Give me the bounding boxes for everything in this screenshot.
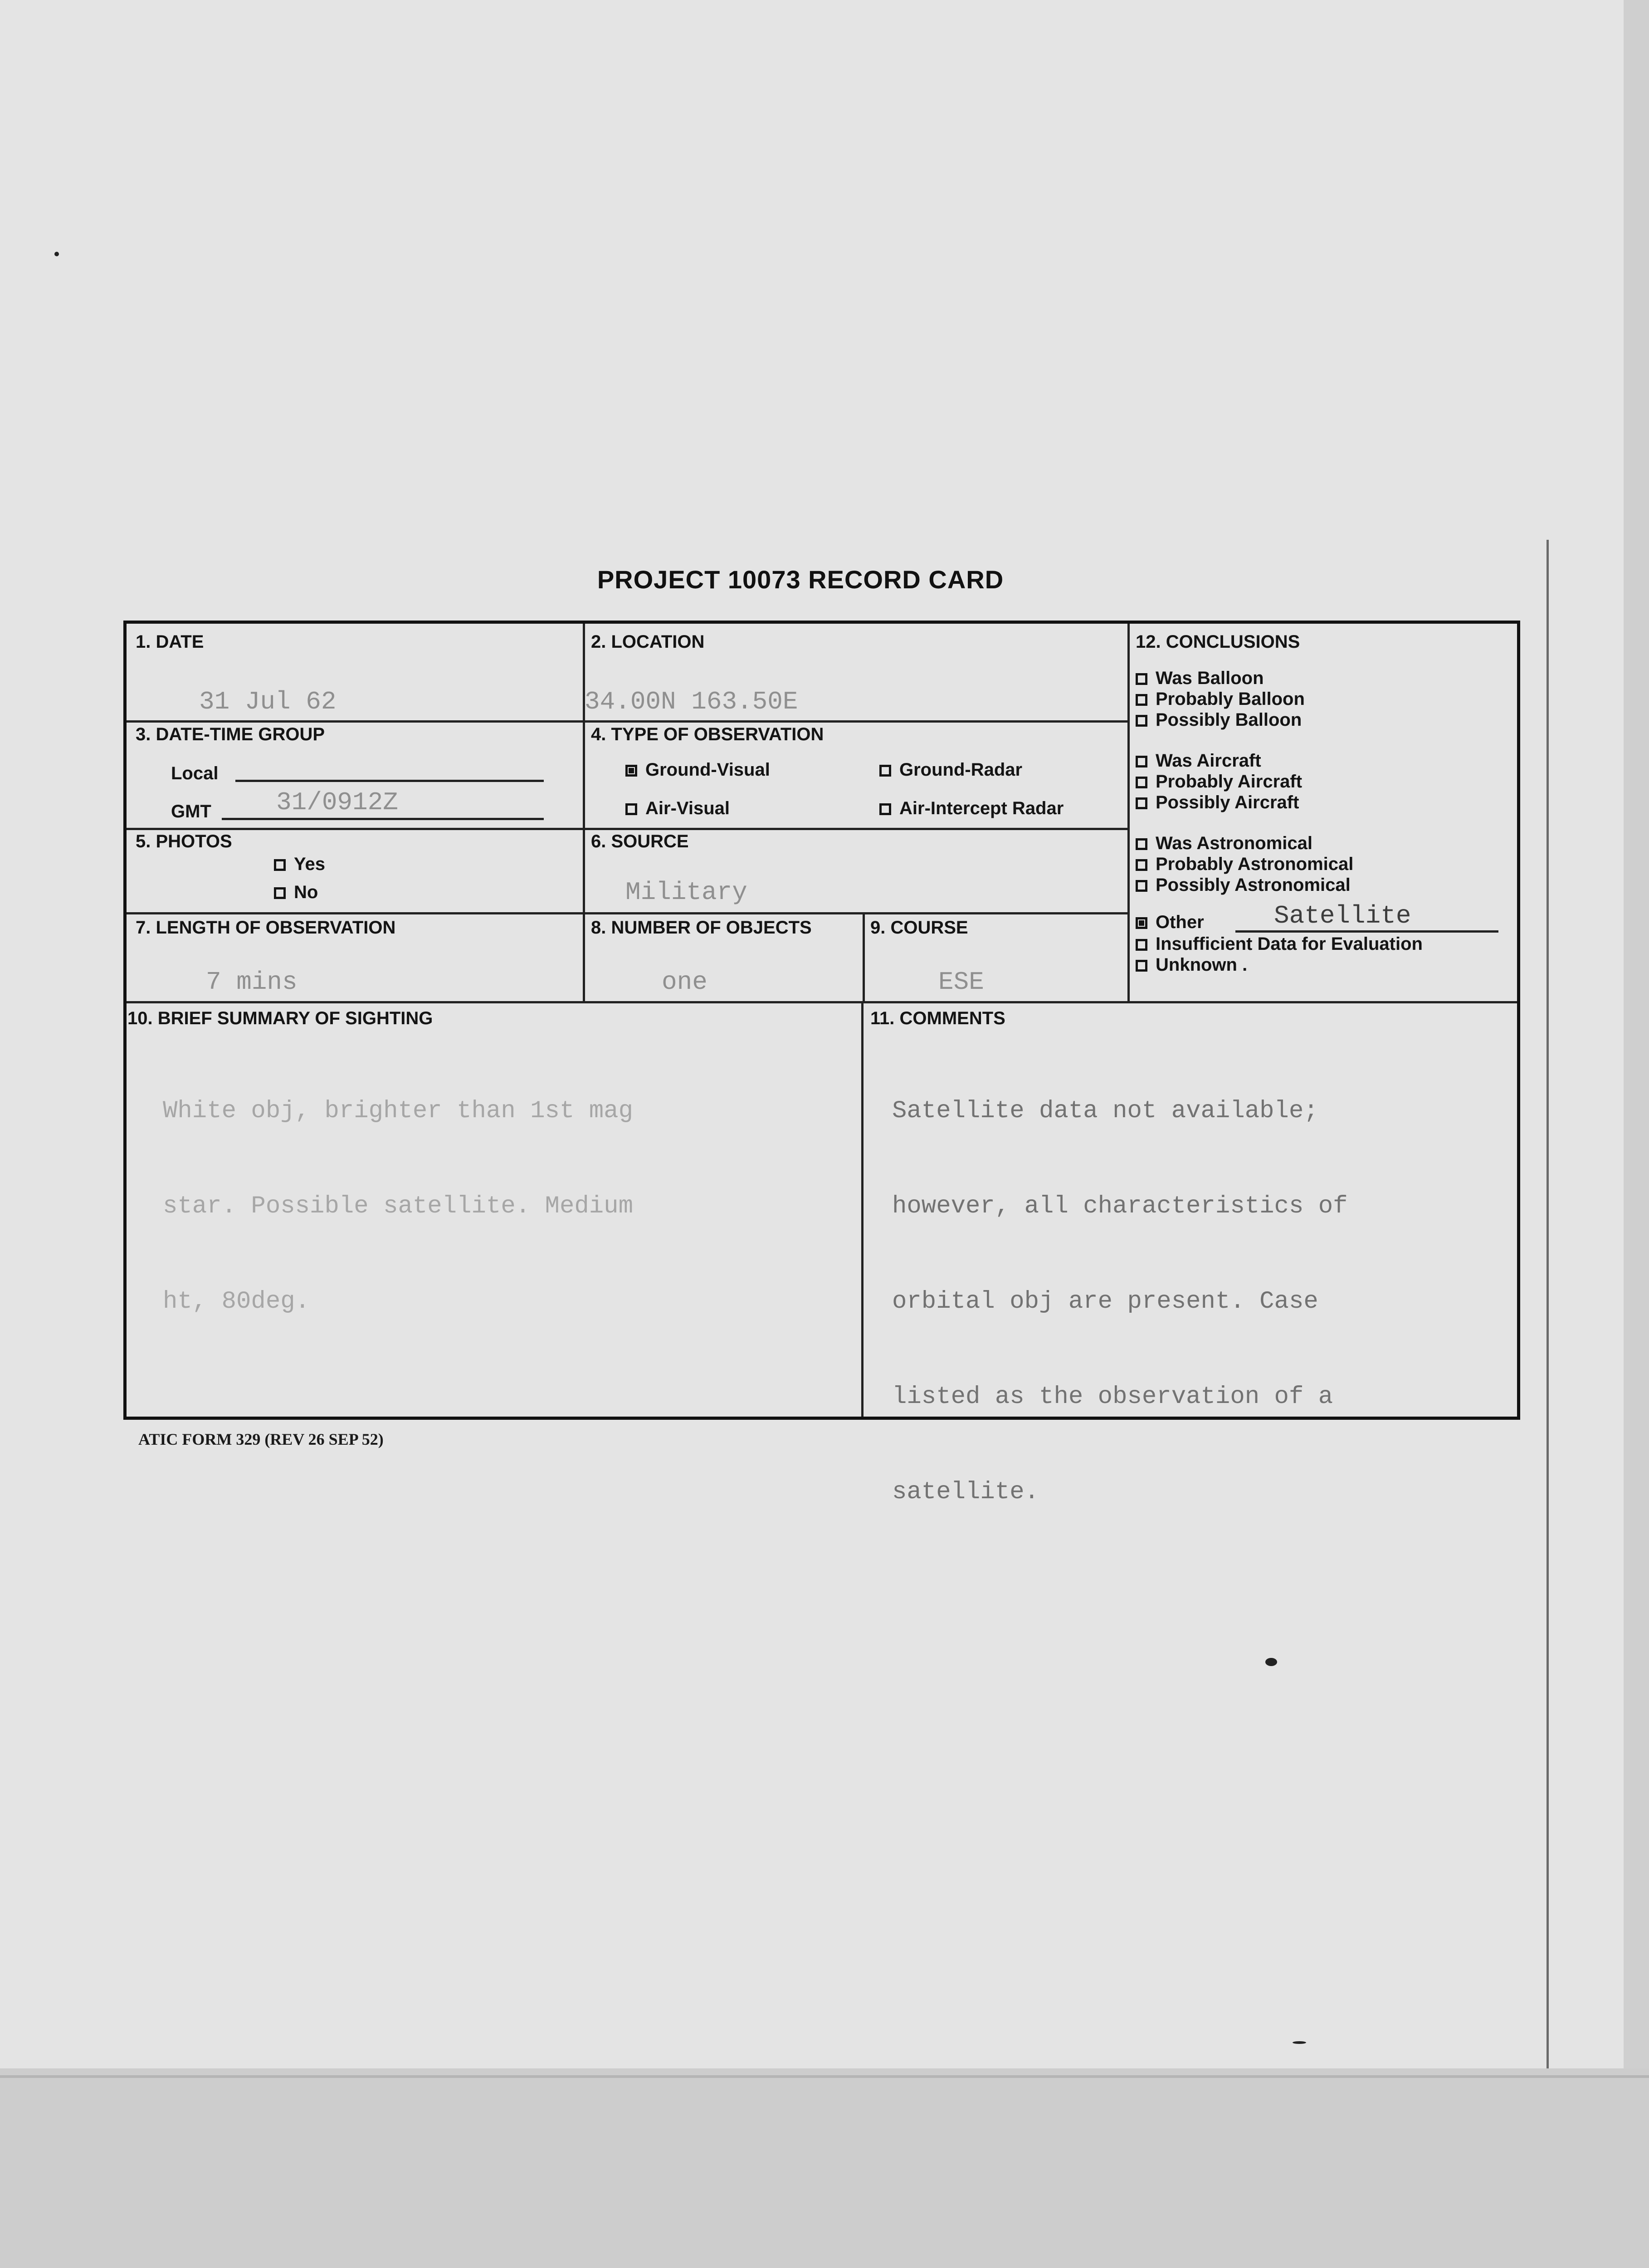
dtg-gmt-label: GMT (171, 802, 211, 821)
scan-speck (1265, 1658, 1277, 1666)
conclusion-probably-astronomical: Probably Astronomical (1136, 854, 1353, 875)
checkbox-icon (625, 803, 637, 815)
summary-line: White obj, brighter than 1st mag (163, 1097, 633, 1125)
course-label: 9. COURSE (870, 918, 968, 938)
dtg-gmt-line (222, 818, 544, 820)
source-label: 6. SOURCE (591, 831, 689, 851)
checkbox-icon (1136, 859, 1147, 871)
photos-option-no: No (274, 882, 318, 903)
objects-value: one (662, 968, 707, 997)
checkbox-icon (274, 859, 286, 871)
conclusion-probably-balloon: Probably Balloon (1136, 689, 1305, 709)
conclusion-possibly-aircraft: Possibly Aircraft (1136, 792, 1299, 813)
form-footer: ATIC FORM 329 (REV 26 SEP 52) (138, 1430, 384, 1448)
checkbox-icon (1136, 880, 1147, 892)
page-edge-shadow (1547, 540, 1549, 2073)
checkbox-icon (1136, 797, 1147, 809)
scan-speck (54, 252, 59, 256)
checkbox-icon (1136, 917, 1147, 929)
location-label: 2. LOCATION (591, 632, 705, 652)
conclusion-was-balloon: Was Balloon (1136, 668, 1264, 689)
row-divider-1 (127, 720, 1127, 723)
photos-label: 5. PHOTOS (136, 831, 232, 851)
checkbox-icon (1136, 694, 1147, 706)
conclusions-label: 12. CONCLUSIONS (1136, 632, 1300, 652)
checkbox-icon (1136, 838, 1147, 850)
scan-speck (1293, 2041, 1306, 2044)
conclusion-other-value: Satellite (1274, 901, 1411, 930)
summary-line: star. Possible satellite. Medium (163, 1193, 633, 1220)
checkbox-icon (1136, 939, 1147, 951)
location-value: 34.00N 163.50E (585, 687, 798, 716)
row-divider-2 (127, 828, 1127, 830)
checkbox-icon (1136, 756, 1147, 767)
comments-label: 11. COMMENTS (870, 1008, 1005, 1028)
summary-text (163, 1032, 633, 1381)
conclusion-probably-aircraft: Probably Aircraft (1136, 772, 1302, 792)
checkbox-icon (274, 887, 286, 899)
length-value: 7 mins (206, 968, 298, 997)
dtg-local-line (235, 780, 544, 782)
type-label: 4. TYPE OF OBSERVATION (591, 724, 824, 744)
objects-label: 8. NUMBER OF OBJECTS (591, 918, 812, 938)
source-value: Military (625, 878, 747, 907)
summary-label: 10. BRIEF SUMMARY OF SIGHTING (127, 1008, 433, 1028)
course-value: ESE (938, 968, 984, 997)
row-divider-3 (127, 912, 1127, 914)
checkbox-icon (879, 765, 891, 777)
card-title: PROJECT 10073 RECORD CARD (597, 565, 1004, 594)
checkbox-icon (1136, 777, 1147, 788)
conclusion-possibly-astronomical: Possibly Astronomical (1136, 875, 1351, 895)
comments-line: listed as the observation of a (892, 1383, 1333, 1411)
comments-line: satellite. (892, 1478, 1039, 1506)
col-divider-2 (1127, 624, 1130, 1001)
date-value: 31 Jul 62 (199, 687, 337, 716)
type-option-ground-visual: Ground-Visual (625, 760, 770, 780)
type-option-air-intercept-radar: Air-Intercept Radar (879, 798, 1064, 819)
dtg-local-label: Local (171, 763, 219, 783)
col-divider-4 (861, 1001, 864, 1417)
conclusion-other-line (1235, 930, 1498, 933)
conclusion-insufficient-data: Insufficient Data for Evaluation (1136, 934, 1423, 954)
checkbox-icon (879, 803, 891, 815)
comments-line: orbital obj are present. Case (892, 1288, 1318, 1315)
comments-line: Satellite data not available; (892, 1097, 1318, 1125)
scanner-edge-line (0, 2075, 1649, 2078)
summary-line: ht, 80deg. (163, 1288, 310, 1315)
conclusion-possibly-balloon: Possibly Balloon (1136, 710, 1302, 730)
conclusion-other: Other (1136, 912, 1204, 933)
photos-option-yes: Yes (274, 854, 325, 875)
row-divider-4 (127, 1001, 1517, 1003)
checkbox-icon (625, 765, 637, 777)
checkbox-icon (1136, 960, 1147, 972)
date-label: 1. DATE (136, 632, 204, 652)
conclusion-unknown: Unknown . (1136, 955, 1247, 975)
conclusion-was-astronomical: Was Astronomical (1136, 833, 1312, 854)
checkbox-icon (1136, 673, 1147, 685)
comments-line: however, all characteristics of (892, 1193, 1348, 1220)
dtg-label: 3. DATE-TIME GROUP (136, 724, 325, 744)
type-option-ground-radar: Ground-Radar (879, 760, 1022, 780)
conclusion-was-aircraft: Was Aircraft (1136, 751, 1261, 771)
scanner-background (0, 2068, 1649, 2268)
checkbox-icon (1136, 715, 1147, 727)
type-option-air-visual: Air-Visual (625, 798, 730, 819)
col-divider-3 (863, 912, 865, 1001)
comments-text (892, 1032, 1348, 1572)
col-divider-1 (583, 624, 585, 1001)
dtg-gmt-value: 31/0912Z (276, 788, 398, 817)
length-label: 7. LENGTH OF OBSERVATION (136, 918, 396, 938)
